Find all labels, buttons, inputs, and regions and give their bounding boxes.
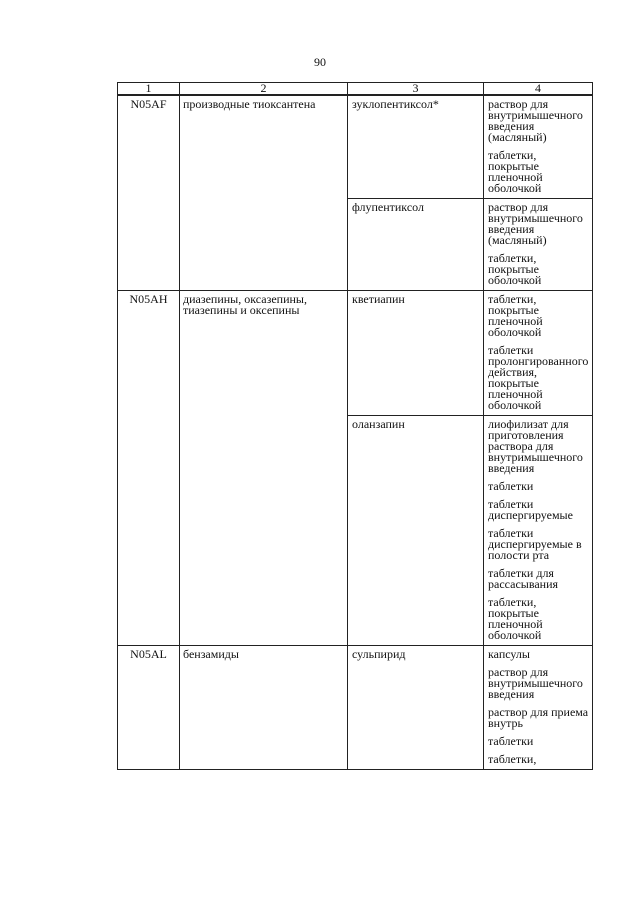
dosage-form: таблетки, покрытые пленочной оболочкой: [488, 595, 543, 642]
drug-name: кветиапин: [348, 291, 484, 416]
table-row: [118, 291, 593, 416]
dosage-form: таблетки диспергируемые: [488, 497, 573, 522]
dosage-form: раствор для внутримышечного введения (масляный): [488, 97, 583, 144]
atc-code: N05AL: [118, 646, 180, 770]
drug-name: сульпирид: [348, 646, 484, 770]
drug-group: производные тиоксантена: [180, 95, 348, 291]
header-row: [118, 83, 593, 96]
dosage-form: таблетки пролонгированного действия, покрытые пленочной оболочкой: [488, 343, 589, 412]
table-row: [118, 646, 593, 770]
dosage-form: таблетки: [488, 479, 534, 493]
drug-name: оланзапин: [348, 416, 484, 646]
dosage-forms: [484, 291, 593, 416]
column-header-3: 3: [348, 83, 484, 96]
dosage-form: раствор для внутримышечного введения (масляный): [488, 200, 583, 247]
dosage-form: таблетки, покрытые пленочной оболочкой: [488, 292, 543, 339]
dosage-forms: [484, 646, 593, 770]
column-header-1: 1: [118, 83, 180, 96]
dosage-form: лиофилизат для приготовления раствора для внутримышечного введения: [488, 417, 583, 475]
dosage-form: таблетки, покрытые оболочкой: [488, 251, 542, 287]
dosage-form: таблетки диспергируемые в полости рта: [488, 526, 582, 562]
column-header-4: 4: [484, 83, 593, 96]
atc-code: N05AH: [118, 291, 180, 646]
table-row: [118, 95, 593, 199]
column-header-2: 2: [180, 83, 348, 96]
dosage-form: таблетки для рассасывания: [488, 566, 559, 591]
atc-code: N05AF: [118, 95, 180, 291]
page-number: 90: [314, 55, 326, 69]
drug-table: [117, 82, 593, 770]
drug-group: диазепины, оксазепины, тиазепины и оксепины: [180, 291, 348, 646]
dosage-forms: [484, 199, 593, 291]
dosage-form: таблетки, покрытые пленочной оболочкой: [488, 148, 543, 195]
dosage-form: таблетки,: [488, 752, 537, 766]
drug-name: зуклопентиксол*: [348, 95, 484, 199]
dosage-forms: [484, 416, 593, 646]
drug-group: бензамиды: [180, 646, 348, 770]
dosage-form: раствор для внутримышечного введения: [488, 665, 583, 701]
dosage-forms: [484, 95, 593, 199]
drug-name: флупентиксол: [348, 199, 484, 291]
dosage-form: раствор для приема внутрь: [488, 705, 589, 730]
dosage-form: таблетки: [488, 734, 534, 748]
dosage-form: капсулы: [488, 647, 530, 661]
